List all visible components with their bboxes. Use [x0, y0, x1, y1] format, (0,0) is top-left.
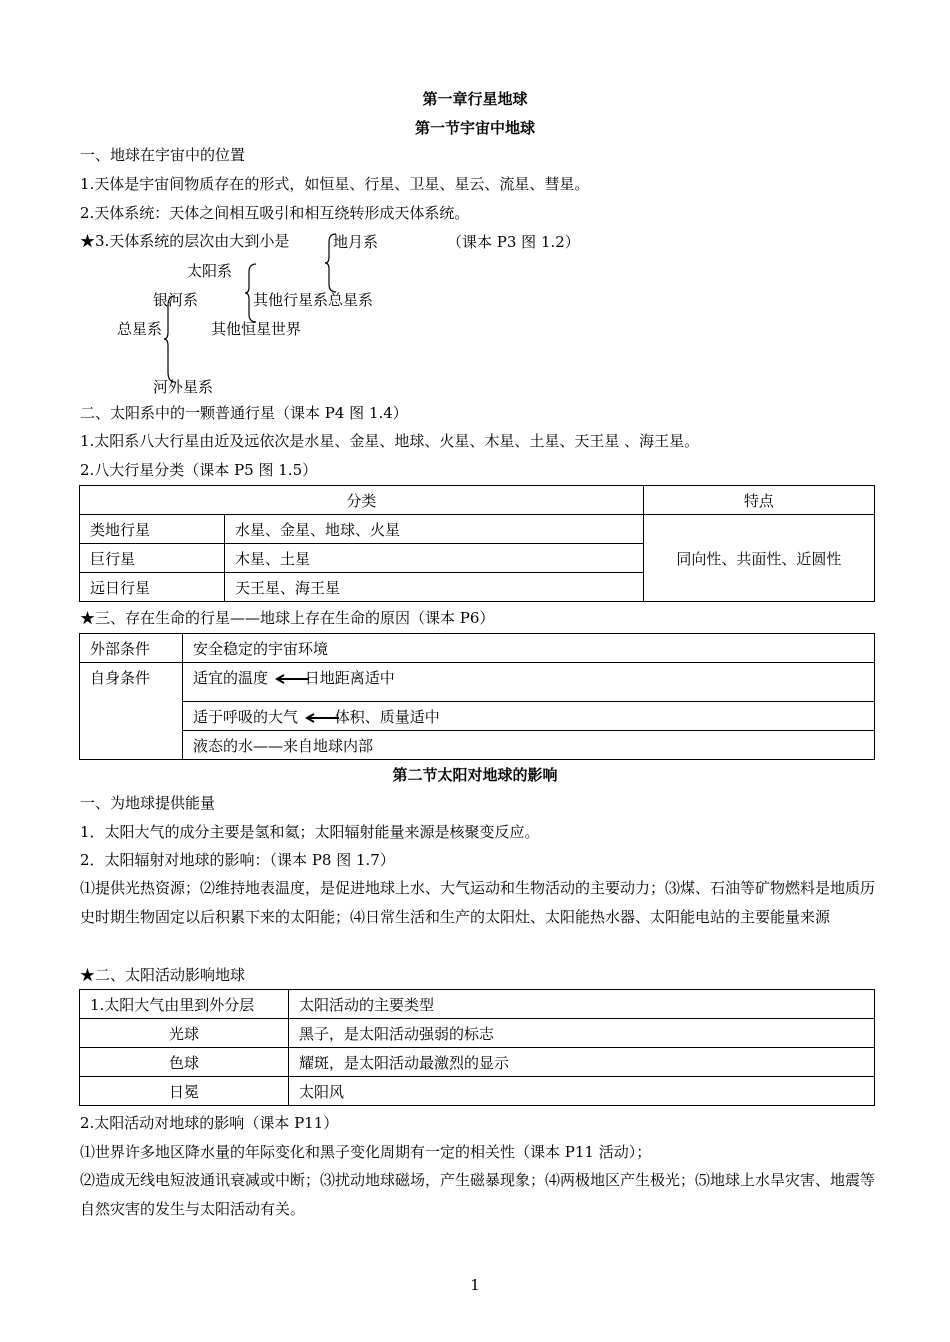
s1-heading3: ★三、存在生命的行星——地球上存在生命的原因（课本 P6）: [80, 609, 495, 627]
life-conditions-table: [79, 633, 875, 760]
table3-row3-layer: 日冕: [80, 1077, 289, 1106]
s1-p1: 1.天体是宇宙间物质存在的形式，如恒星、行星、卫星、星云、流星、彗星。: [80, 175, 590, 193]
table2-external-value: 安全稳定的宇宙环境: [183, 634, 875, 663]
s2-p3: ⑴提供光热资源；⑵维持地表温度，是促进地球上水、大气运动和生物活动的主要动力；⑶煤、石油等矿物燃料是地质历史时期生物固定以后积累下来的太阳能；⑷日常生活和生产的太阳灶、太阳能热水器、太阳能电站的主要能量来源: [80, 879, 876, 926]
table3-row2-type: 耀斑，是太阳活动最激烈的显示: [289, 1048, 875, 1077]
s1-p2: 2.天体系统：天体之间相互吸引和相互绕转形成天体系统。: [80, 204, 470, 222]
hier-total: 总星系: [117, 320, 163, 338]
table3-row1-type: 黑子，是太阳活动强弱的标志: [289, 1019, 875, 1048]
table1-header-feature: 特点: [643, 486, 874, 515]
hier-milky: 银河系: [153, 291, 199, 309]
table3-header-left: 1.太阳大气由里到外分层: [80, 990, 289, 1019]
s1-p4: 1.太阳系八大行星由近及远依次是水星、金星、地球、火星、木星、土星、天王星 、海王星。: [80, 432, 700, 450]
table1-row3-members: 天王星、海王星: [225, 573, 644, 602]
table3-header-right: 太阳活动的主要类型: [289, 990, 875, 1019]
table2-r1-left: 适宜的温度: [193, 669, 269, 687]
s1-p3: ★3.天体系统的层次由大到小是: [80, 232, 290, 250]
table2-internal: 自身条件: [80, 663, 183, 760]
s2-p5: ⑴世界许多地区降水量的年际变化和黑子变化周期有一定的相关性（课本 P11 活动）；: [80, 1143, 652, 1161]
chapter-title: 第一章行星地球: [422, 90, 528, 108]
table1-row3-name: 远日行星: [80, 573, 225, 602]
table1-row1-members: 水星、金星、地球、火星: [225, 515, 644, 544]
table2-r2-right: 体积、质量适中: [334, 707, 440, 726]
table3-row1-layer: 光球: [80, 1019, 289, 1048]
s2-p2: 2．太阳辐射对地球的影响：（课本 P8 图 1.7）: [80, 851, 395, 869]
table1-row2-name: 巨行星: [80, 544, 225, 573]
table1-header-class: 分类: [80, 486, 644, 515]
table1-row1-name: 类地行星: [80, 515, 225, 544]
table1-feature: 同向性、共面性、近圆性: [643, 515, 874, 602]
hier-other-planet: 其他行星系总星系: [253, 291, 374, 309]
brace-3: [163, 294, 177, 384]
planet-classification-table: [79, 485, 875, 602]
hier-other-star: 其他恒星世界: [211, 320, 302, 338]
s2-heading2: ★二、太阳活动影响地球: [80, 966, 246, 984]
brace-1: [324, 232, 338, 294]
section2-title: 第二节太阳对地球的影响: [392, 766, 558, 784]
arrow-left-icon: [275, 674, 309, 684]
s2-p6: ⑵造成无线电短波通讯衰减或中断；⑶扰动地球磁场，产生磁暴现象；⑷两极地区产生极光；⑸地球上水旱灾害、地震等自然灾害的发生与太阳活动有关。: [80, 1171, 876, 1218]
solar-activity-table: [79, 989, 875, 1106]
brace-2: [244, 262, 258, 324]
hier-ref: （课本 P3 图 1.2）: [447, 233, 580, 251]
s1-heading1: 一、地球在宇宙中的位置: [80, 146, 246, 164]
hier-extragalactic: 河外星系: [153, 378, 214, 396]
page-number: 1: [470, 1276, 480, 1294]
s2-p4: 2.太阳活动对地球的影响（课本 P11）: [80, 1114, 339, 1132]
table2-r1-right: 日地距离适中: [304, 669, 395, 687]
table2-row1: [183, 663, 875, 702]
table2-row3: 液态的水——来自地球内部: [183, 731, 875, 760]
table2-external: 外部条件: [80, 634, 183, 663]
s2-heading1: 一、为地球提供能量: [80, 794, 216, 812]
hier-earth-moon: 地月系: [333, 233, 379, 251]
table3-row2-layer: 色球: [80, 1048, 289, 1077]
hier-solar: 太阳系: [187, 262, 233, 280]
arrow-left-icon: [305, 713, 339, 723]
table1-row2-members: 木星、土星: [225, 544, 644, 573]
table2-row2: [183, 702, 875, 731]
s2-p1: 1．太阳大气的成分主要是氢和氦；太阳辐射能量来源是核聚变反应。: [80, 823, 540, 841]
table3-row3-type: 太阳风: [289, 1077, 875, 1106]
table2-r2-left: 适于呼吸的大气: [193, 707, 299, 726]
s1-heading2: 二、太阳系中的一颗普通行星（课本 P4 图 1.4）: [80, 404, 408, 422]
section1-title: 第一节宇宙中地球: [414, 119, 535, 137]
s1-p5: 2.八大行星分类（课本 P5 图 1.5）: [80, 461, 318, 479]
